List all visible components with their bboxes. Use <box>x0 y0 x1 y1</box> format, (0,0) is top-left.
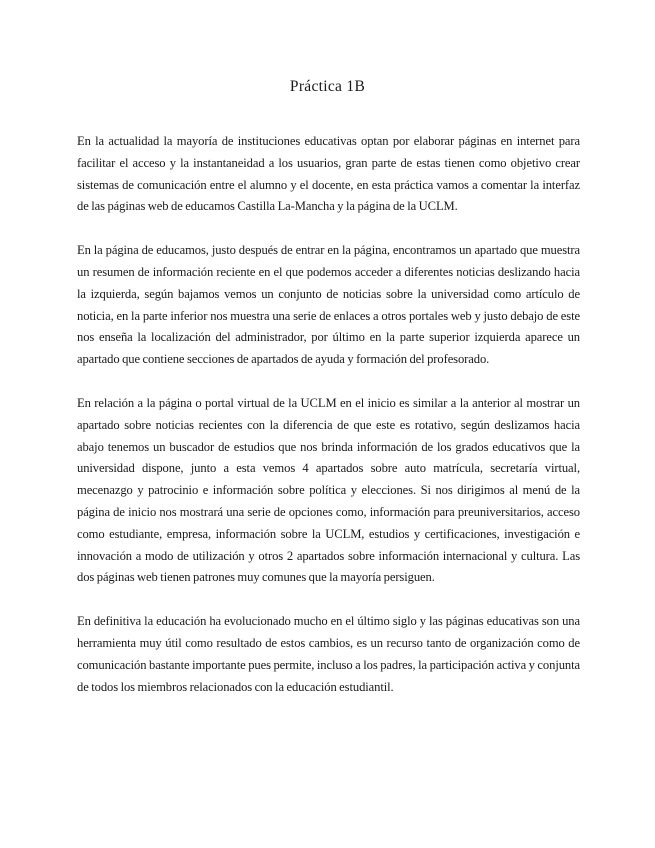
document-body <box>77 131 580 720</box>
paragraph-uclm: En relación a la página o portal virtual de la UCLM en el inicio es similar a la anterior al mostrar un apartado sobre noticias recientes con la diferencia de que este es rotativo, según deslizamos hacia abajo tenemos un buscador de estudios que nos brinda información de los grados educativos que la universidad dispone, junto a esta vemos 4 apartados sobre auto matrícula, secretaría virtual, mecenazgo y patrocinio e información sobre política y elecciones. Si nos dirigimos al menú de la página de inicio nos mostrará una serie de opciones como, información para preuniversitarios, acceso como estudiante, empresa, información sobre la UCLM, estudios y certificaciones, investigación e innovación a modo de utilización y otros 2 apartados sobre información internacional y cultura. Las dos páginas web tienen patrones muy comunes que la mayoría persiguen. <box>77 395 580 585</box>
paragraph-intro: En la actualidad la mayoría de instituciones educativas optan por elaborar páginas en internet para facilitar el acceso y la instantaneidad a los usuarios, gran parte de estas tienen como objetivo crear sistemas de comunicación entre el alumno y el docente, en esta práctica vamos a comentar la interfaz de las páginas web de educamos Castilla La-Mancha y la página de la UCLM. <box>77 134 580 214</box>
paragraph-educamos: En la página de educamos, justo después de entrar en la página, encontramos un apartado que muestra un resumen de información reciente en el que podemos acceder a diferentes noticias deslizando hacia la izquierda, según bajamos vemos un conjunto de noticias sobre la universidad como artículo de noticia, en la parte inferior nos muestra una serie de enlaces a otros portales web y justo debajo de este nos enseña la localización del administrador, por último en la parte superior izquierda aparece un apartado que contiene secciones de apartados de ayuda y formación del profesorado. <box>77 243 580 367</box>
page-title: Práctica 1B <box>289 78 366 95</box>
paragraph-conclusion: En definitiva la educación ha evolucionado mucho en el último siglo y las páginas educativas son una herramienta muy útil como resultado de estos cambios, es un recurso tanto de organización como de comunicación bastante importante pues permite, incluso a los padres, la participación activa y conjunta de todos los miembros relacionados con la educación estudiantil. <box>77 614 580 694</box>
